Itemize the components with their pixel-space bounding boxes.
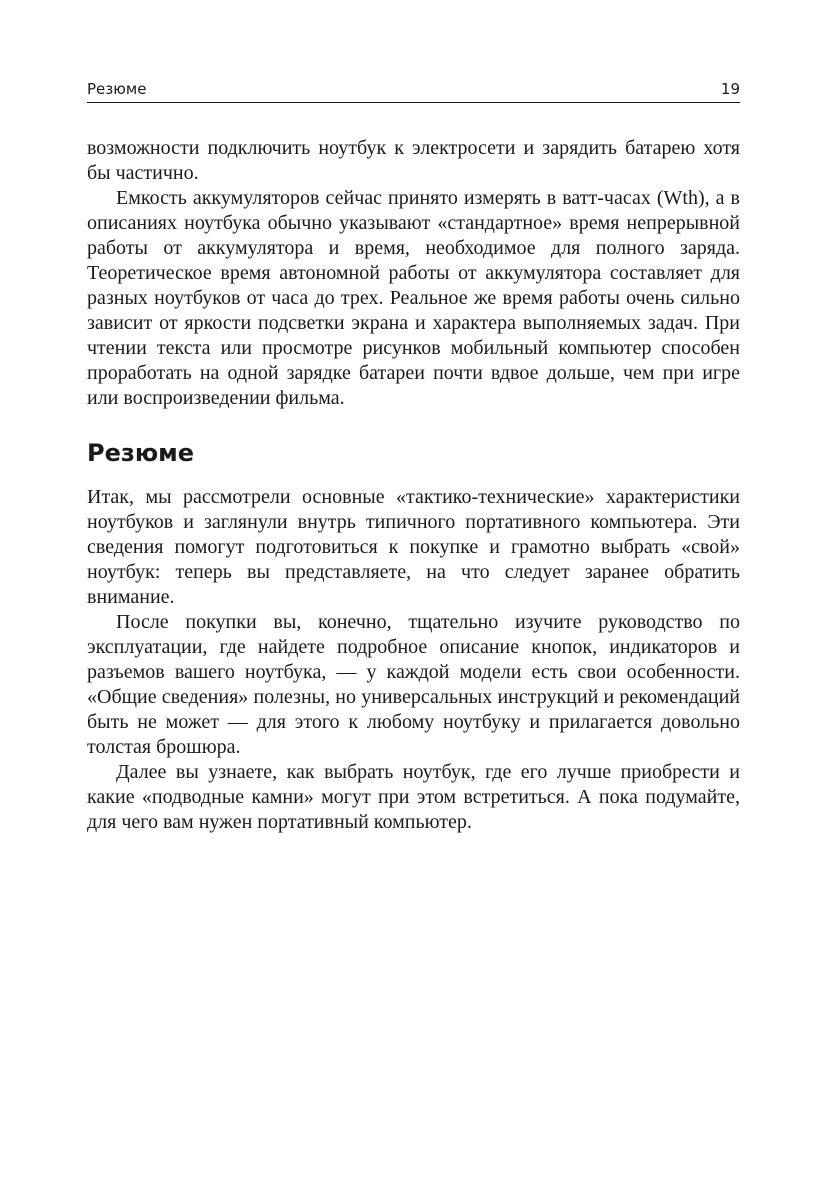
page-number: 19 <box>720 80 740 98</box>
body-text-continued <box>87 136 740 411</box>
paragraph: возможности подключить ноутбук к электросети и зарядить батарею хотя бы частично. <box>87 137 740 184</box>
paragraph: После покупки вы, конечно, тщательно изучите руководство по эксплуатации, где найдете подробное описание кнопок, индикаторов и разъемов вашего ноутбука, — у каждой модели есть свои особенности. «Общие сведения» полезны, но универсальных инструкций и рекомендаций быть не может — для этого к любому ноутбуку и прилагается довольно толстая брошюра. <box>87 611 740 758</box>
section-heading: Резюме <box>87 439 195 467</box>
paragraph: Далее вы узнаете, как выбрать ноутбук, где его лучше приобрести и какие «подводные камни» могут при этом встретиться. А пока подумайте, для чего вам нужен портативный компьютер. <box>87 761 740 833</box>
header-divider <box>87 102 740 103</box>
running-header <box>87 78 740 100</box>
summary-body-text <box>87 485 740 835</box>
paragraph: Емкость аккумуляторов сейчас принято измерять в ватт-часах (Wth), а в описаниях ноутбука обычно указывают «стандартное» время непрерывной работы от аккумулятора и время, необходимое для полного заряда. Теоретическое время автономной работы от аккумулятора составляет для разных ноутбуков от часа до трех. Реальное же время работы очень сильно зависит от яркости подсветки экрана и характера выполняемых задач. При чтении текста или просмотре рисунков мобильный компьютер способен проработать на одной зарядке батареи почти вдвое дольше, чем при игре или воспроизведении фильма. <box>87 187 740 409</box>
running-header-title: Резюме <box>87 80 147 98</box>
paragraph: Итак, мы рассмотрели основные «тактико-технические» характеристики ноутбуков и заглянули внутрь типичного портативного компьютера. Эти сведения помогут подготовиться к покупке и грамотно выбрать «свой» ноутбук: теперь вы представляете, на что следует заранее обратить внимание. <box>87 486 740 608</box>
